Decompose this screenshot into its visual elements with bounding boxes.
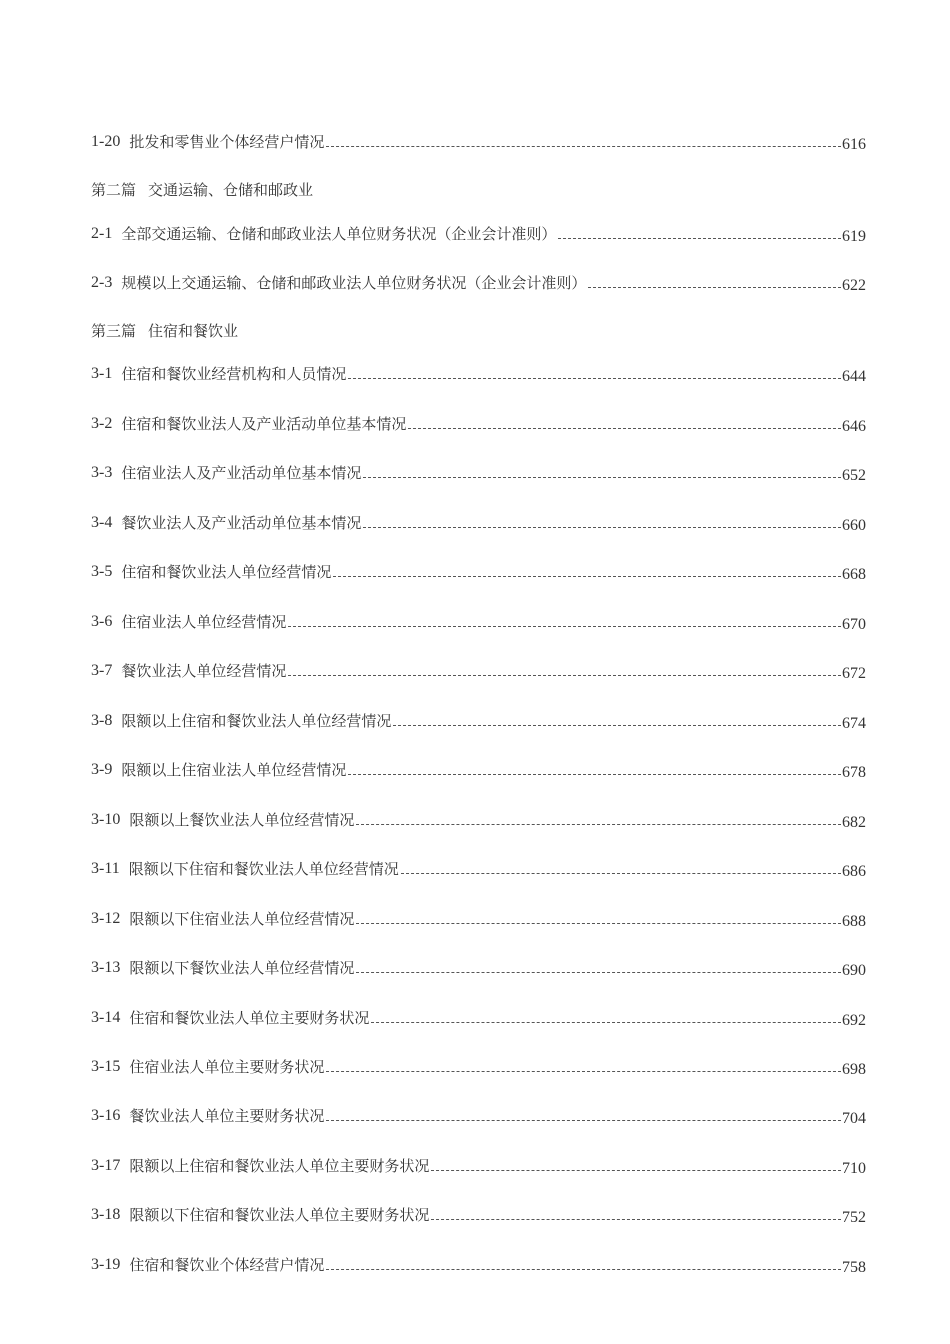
part-title: 住宿和餐饮业: [148, 322, 239, 340]
dotted-leader: [408, 428, 841, 429]
dotted-leader: [558, 238, 841, 239]
toc-entry-3-16[interactable]: [91, 1102, 866, 1126]
toc-entry-3-4[interactable]: [91, 509, 866, 533]
toc-entry-title: 住宿和餐饮业法人单位主要财务状况: [129, 1009, 370, 1027]
toc-entry-page: 616: [842, 136, 866, 153]
toc-entry-number: 3-18: [91, 1206, 121, 1223]
toc-entry-title: 限额以下住宿业法人单位经营情况: [129, 910, 355, 928]
toc-entry-page: 710: [842, 1160, 866, 1177]
toc-entry-number: 3-1: [91, 365, 113, 382]
toc-entry-title: 限额以下餐饮业法人单位经营情况: [129, 959, 355, 977]
toc-entry-number: 3-6: [91, 613, 113, 630]
toc-entry-page: 619: [842, 228, 866, 245]
toc-entry-number: 3-2: [91, 415, 113, 432]
part-label: 第二篇: [91, 181, 137, 199]
toc-entry-title: 住宿和餐饮业法人及产业活动单位基本情况: [121, 415, 407, 433]
toc-entry-3-10[interactable]: [91, 806, 866, 830]
toc-entry-3-3[interactable]: [91, 459, 866, 483]
toc-entry-3-19[interactable]: [91, 1251, 866, 1275]
toc-entry-page: 660: [842, 517, 866, 534]
toc-entry-3-9[interactable]: [91, 756, 866, 780]
toc-entry-page: 682: [842, 814, 866, 831]
toc-entry-page: 644: [842, 368, 866, 385]
toc-entry-page: 670: [842, 616, 866, 633]
dotted-leader: [371, 1022, 841, 1023]
toc-entry-number: 3-5: [91, 563, 113, 580]
toc-entry-page: 646: [842, 418, 866, 435]
toc-entry-page: 758: [842, 1259, 866, 1276]
toc-entry-number: 3-14: [91, 1009, 121, 1026]
toc-entry-title: 住宿和餐饮业个体经营户情况: [129, 1256, 325, 1274]
part-label: 第三篇: [91, 322, 137, 340]
toc-entry-title: 批发和零售业个体经营户情况: [129, 133, 325, 151]
toc-entry-page: 704: [842, 1110, 866, 1127]
dotted-leader: [356, 824, 841, 825]
toc-entry-page: 668: [842, 566, 866, 583]
part-title: 交通运输、仓储和邮政业: [148, 181, 314, 199]
toc-entry-page: 672: [842, 665, 866, 682]
toc-entry-number: 3-9: [91, 761, 113, 778]
dotted-leader: [326, 1071, 841, 1072]
dotted-leader: [326, 1269, 841, 1270]
toc-entry-page: 652: [842, 467, 866, 484]
toc-entry-number: 3-16: [91, 1107, 121, 1124]
toc-entry-title: 住宿和餐饮业法人单位经营情况: [121, 563, 332, 581]
toc-entry-title: 全部交通运输、仓储和邮政业法人单位财务状况（企业会计准则）: [121, 225, 557, 243]
toc-entry-3-12[interactable]: [91, 905, 866, 929]
toc-entry-3-8[interactable]: [91, 707, 866, 731]
toc-entry-number: 3-13: [91, 959, 121, 976]
toc-entry-3-1[interactable]: [91, 360, 866, 384]
dotted-leader: [288, 675, 841, 676]
toc-entry-number: 3-3: [91, 464, 113, 481]
toc-entry-3-17[interactable]: [91, 1152, 866, 1176]
dotted-leader: [356, 923, 841, 924]
toc-entry-number: 2-3: [91, 274, 113, 291]
toc-entry-number: 1-20: [91, 133, 121, 150]
toc-entry-1-20[interactable]: [91, 128, 866, 152]
toc-entry-number: 3-12: [91, 910, 121, 927]
toc-entry-page: 674: [842, 715, 866, 732]
toc-entry-title: 限额以上住宿和餐饮业法人单位主要财务状况: [129, 1157, 430, 1175]
toc-entry-3-14[interactable]: [91, 1004, 866, 1028]
toc-entry-title: 餐饮业法人单位主要财务状况: [129, 1107, 325, 1125]
dotted-leader: [363, 477, 841, 478]
toc-entry-title: 限额以下住宿和餐饮业法人单位主要财务状况: [129, 1206, 430, 1224]
toc-entry-title: 限额以上住宿业法人单位经营情况: [121, 761, 347, 779]
dotted-leader: [288, 626, 841, 627]
toc-entry-page: 686: [842, 863, 866, 880]
toc-entry-page: 752: [842, 1209, 866, 1226]
dotted-leader: [431, 1219, 841, 1220]
toc-entry-title: 餐饮业法人单位经营情况: [121, 662, 287, 680]
toc-entry-title: 住宿和餐饮业经营机构和人员情况: [121, 365, 347, 383]
toc-entry-number: 3-10: [91, 811, 121, 828]
dotted-leader: [348, 378, 841, 379]
toc-entry-title: 限额以上住宿和餐饮业法人单位经营情况: [121, 712, 392, 730]
dotted-leader: [393, 725, 841, 726]
dotted-leader: [401, 873, 841, 874]
toc-entry-title: 住宿业法人单位主要财务状况: [129, 1058, 325, 1076]
toc-entry-title: 限额以下住宿和餐饮业法人单位经营情况: [128, 860, 399, 878]
toc-entry-number: 3-11: [91, 860, 120, 877]
toc-entry-number: 3-8: [91, 712, 113, 729]
toc-entry-2-1[interactable]: [91, 220, 866, 244]
toc-entry-2-3[interactable]: [91, 269, 866, 293]
toc-entry-title: 餐饮业法人及产业活动单位基本情况: [121, 514, 362, 532]
toc-entry-3-18[interactable]: [91, 1201, 866, 1225]
toc-entry-number: 3-4: [91, 514, 113, 531]
toc-entry-title: 规模以上交通运输、仓储和邮政业法人单位财务状况（企业会计准则）: [121, 274, 587, 292]
dotted-leader: [333, 576, 841, 577]
toc-entry-3-2[interactable]: [91, 410, 866, 434]
toc-entry-3-13[interactable]: [91, 954, 866, 978]
toc-entry-3-15[interactable]: [91, 1053, 866, 1077]
toc-entry-page: 692: [842, 1012, 866, 1029]
toc-entry-number: 3-7: [91, 662, 113, 679]
toc-entry-page: 688: [842, 913, 866, 930]
toc-entry-number: 3-17: [91, 1157, 121, 1174]
dotted-leader: [431, 1170, 841, 1171]
toc-entry-3-6[interactable]: [91, 608, 866, 632]
toc-entry-page: 678: [842, 764, 866, 781]
toc-entry-page: 690: [842, 962, 866, 979]
part-heading-3: [91, 321, 238, 341]
dotted-leader: [348, 774, 841, 775]
toc-entry-number: 3-19: [91, 1256, 121, 1273]
dotted-leader: [326, 1120, 841, 1121]
dotted-leader: [356, 972, 841, 973]
toc-entry-page: 622: [842, 277, 866, 294]
toc-entry-title: 住宿业法人单位经营情况: [121, 613, 287, 631]
toc-entry-number: 3-15: [91, 1058, 121, 1075]
toc-entry-3-7[interactable]: [91, 657, 866, 681]
toc-entry-number: 2-1: [91, 225, 113, 242]
toc-entry-3-5[interactable]: [91, 558, 866, 582]
toc-entry-page: 698: [842, 1061, 866, 1078]
part-heading-2: [91, 180, 313, 200]
toc-entry-title: 住宿业法人及产业活动单位基本情况: [121, 464, 362, 482]
toc-entry-3-11[interactable]: [91, 855, 866, 879]
dotted-leader: [588, 287, 841, 288]
dotted-leader: [326, 146, 841, 147]
toc-entry-title: 限额以上餐饮业法人单位经营情况: [129, 811, 355, 829]
dotted-leader: [363, 527, 841, 528]
